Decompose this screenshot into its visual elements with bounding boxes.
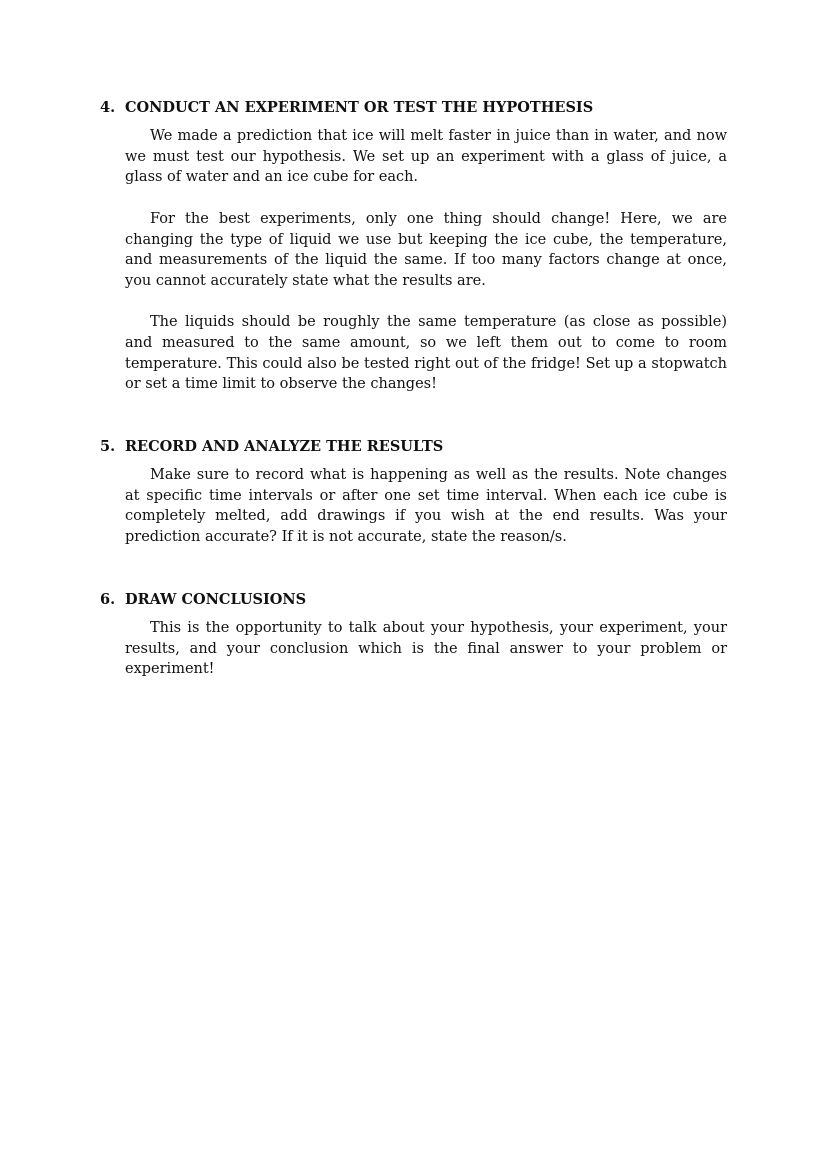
paragraph: The liquids should be roughly the same temperature (as close as possible) and measured to the same amount, so we left them out to come to room temperature. This could also be tested right out of the fridge! Set up a stopwatch or set a time limit to observe the changes!	[125, 314, 727, 393]
paragraph: Make sure to record what is happening as well as the results. Note changes at specific time intervals or after one set time interval. When each ice cube is completely melted, add drawings if you wish at the end results. Was your prediction accurate? If it is not accurate, state the reason/s.	[125, 467, 727, 546]
section-conduct-experiment	[100, 98, 727, 395]
section-heading	[100, 98, 727, 118]
section-title: DRAW CONCLUSIONS	[125, 591, 307, 608]
section-title: RECORD AND ANALYZE THE RESULTS	[125, 438, 444, 455]
section-number: 5.	[100, 438, 116, 455]
paragraph: For the best experiments, only one thing should change! Here, we are changing the type of liquid we use but keeping the ice cube, the temperature, and measurements of the liquid the same. If too many factors change at once, you cannot accurately state what the results are.	[125, 210, 727, 289]
paragraph: We made a prediction that ice will melt faster in juice than in water, and now we must test our hypothesis. We set up an experiment with a glass of juice, a glass of water and an ice cube for each.	[125, 128, 727, 186]
section-heading	[100, 437, 727, 457]
paragraph: This is the opportunity to talk about your hypothesis, your experiment, your results, and your conclusion which is the final answer to your problem or experiment!	[125, 620, 727, 678]
section-number: 4.	[100, 99, 116, 116]
section-title: CONDUCT AN EXPERIMENT OR TEST THE HYPOTHESIS	[125, 99, 594, 116]
section-record-analyze	[100, 437, 727, 548]
section-number: 6.	[100, 591, 116, 608]
section-draw-conclusions	[100, 590, 727, 680]
section-heading	[100, 590, 727, 610]
